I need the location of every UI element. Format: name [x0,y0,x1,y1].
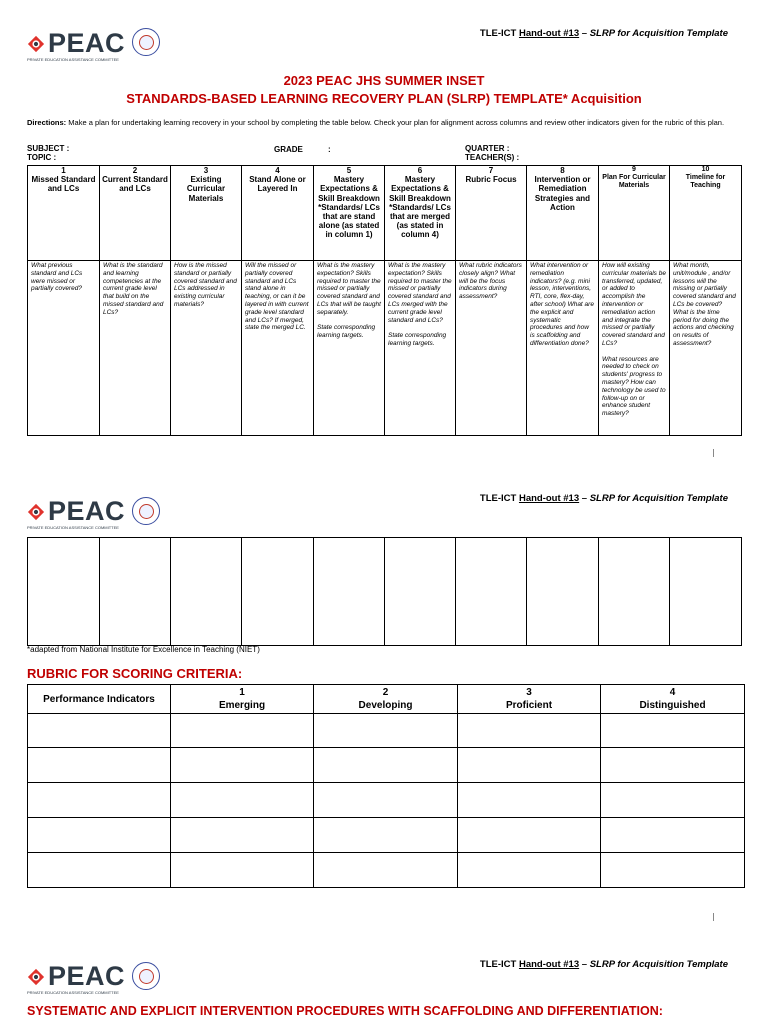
peac-logo [27,963,125,990]
rubric-row [28,853,745,888]
rubric-header: Performance Indicators [28,685,171,714]
subject-topic-labels [27,145,69,163]
rubric-table [27,684,745,888]
entry-cell[interactable] [171,538,242,646]
rubric-cell[interactable] [601,783,745,818]
entry-cell[interactable] [670,538,742,646]
entry-cell[interactable] [100,538,171,646]
rubric-row [28,783,745,818]
teacher-label: TEACHER(S) : [465,152,520,162]
rubric-cell[interactable] [601,748,745,783]
rubric-cell[interactable] [171,748,314,783]
column-header: 2 Current Standard and LCs [100,166,171,261]
footnote: *adapted from National Institute for Excellence in Teaching (NIET) [27,645,260,654]
column-header: 3 Existing Curricular Materials [171,166,242,261]
peac-logo-subtext: PRIVATE EDUCATION ASSISTANCE COMMITTEE [27,525,119,530]
peac-emblem-icon [27,968,45,986]
rubric-cell[interactable] [28,853,171,888]
column-header: 1 Missed Standard and LCs [28,166,100,261]
deped-seal-icon [132,962,160,990]
rubric-cell[interactable] [458,853,601,888]
grade-label: GRADE [274,145,303,154]
rubric-cell[interactable] [601,853,745,888]
guide-cell: What month, unit/module , and/or lessons will the missing or partially covered standard and LCs be covered? What is the time period for doing the actions and checking on results of assessment? [670,261,742,436]
rubric-cell[interactable] [28,818,171,853]
rubric-cell[interactable] [314,818,458,853]
column-header: 4 Stand Alone or Layered In [242,166,314,261]
section-title: SYSTEMATIC AND EXPLICIT INTERVENTION PROCEDURES WITH SCAFFOLDING AND DIFFERENTIATION: [27,1004,663,1018]
slrp-table [27,165,742,436]
page-subtitle: STANDARDS-BASED LEARNING RECOVERY PLAN (SLRP) TEMPLATE* Acquisition [126,91,642,106]
guide-cell: Will the missed or partially covered standard and LCs stand alone in teaching, or can it be layered in with current grade level standard and LCs? If merged, state the merged LC. [242,261,314,436]
peac-logo-text: PEAC [48,961,126,991]
rubric-cell[interactable] [458,818,601,853]
rubric-cell[interactable] [314,748,458,783]
rubric-cell[interactable] [458,714,601,748]
rubric-row [28,818,745,853]
entry-cell[interactable] [599,538,670,646]
page-title: 2023 PEAC JHS SUMMER INSET [283,73,485,88]
rubric-cell[interactable] [28,748,171,783]
guide-cell: What is the mastery expectation? Skills required to master the missed or partially covered standard and LCs merged with the current grade level standard and LCs? State corresponding learning targets. [385,261,456,436]
rubric-cell[interactable] [601,818,745,853]
rubric-header-row [28,685,745,714]
rubric-title: RUBRIC FOR SCORING CRITERIA: [27,666,243,681]
column-header: 8 Intervention or Remediation Strategies and Action [527,166,599,261]
column-header: 6 Mastery Expectations & Skill Breakdown *Standards/ LCs that are merged (as stated in column 4) [385,166,456,261]
rubric-cell[interactable] [28,783,171,818]
rubric-cell[interactable] [314,853,458,888]
handout-label: TLE-ICT Hand-out #13 – SLRP for Acquisition Template [479,28,728,39]
page-divider-mark [713,913,714,921]
column-header: 7 Rubric Focus [456,166,527,261]
slrp-header-row [28,166,742,261]
rubric-cell[interactable] [458,748,601,783]
deped-seal-icon [132,497,160,525]
guide-cell: What rubric indicators closely align? What will be the focus indicators during assessment? [456,261,527,436]
rubric-header: 3 Proficient [458,685,601,714]
slrp-guide-row [28,261,742,436]
rubric-cell[interactable] [458,783,601,818]
rubric-cell[interactable] [601,714,745,748]
topic-label: TOPIC : [27,152,57,162]
handout-label: TLE-ICT Hand-out #13 – SLRP for Acquisition Template [479,959,728,970]
quarter-label: QUARTER : [465,144,510,153]
column-header: 10 Timeline for Teaching [670,166,742,261]
guide-cell: How is the missed standard or partially covered standard and LCs addressed in existing curricular materials? [171,261,242,436]
subject-label: SUBJECT : [27,144,70,153]
entry-cell[interactable] [28,538,100,646]
guide-cell: What is the standard and learning competencies at the current grade level that build on the missed standard and LCs? [100,261,171,436]
deped-seal-icon [132,28,160,56]
guide-cell: What intervention or remediation indicators? (e.g. mini lesson, interventions, RTI, core, flex-day, after school) What are the explicit and systematic procedures and how is scaffolding and differentiation done? [527,261,599,436]
guide-cell: What is the mastery expectation? Skills required to master the missed or partially covered standard and LCs that will be taught separately. State corresponding learning targets. [314,261,385,436]
rubric-row [28,748,745,783]
rubric-cell[interactable] [171,714,314,748]
entry-cell[interactable] [242,538,314,646]
peac-logo-subtext: PRIVATE EDUCATION ASSISTANCE COMMITTEE [27,57,119,62]
rubric-cell[interactable] [171,853,314,888]
rubric-cell[interactable] [171,783,314,818]
peac-logo-text: PEAC [48,496,126,526]
peac-emblem-icon [27,35,45,53]
entry-cell[interactable] [314,538,385,646]
peac-logo-subtext: PRIVATE EDUCATION ASSISTANCE COMMITTEE [27,990,119,995]
page-divider-mark [713,449,714,457]
slrp-empty-row [28,538,742,646]
rubric-header: 2 Developing [314,685,458,714]
guide-cell: How will existing curricular materials be transferred, updated, or added to accomplish the intervention or remediation action and integrate the missed or partially covered standard and LCs? What resources are needed to check on students' progress to mastery? How can technology be used to follow-up on or enhance student mastery? [599,261,670,436]
entry-cell[interactable] [456,538,527,646]
rubric-cell[interactable] [28,714,171,748]
peac-logo [27,30,125,57]
column-header: 9 Plan For Curricular Materials [599,166,670,261]
rubric-cell[interactable] [314,714,458,748]
column-header: 5 Mastery Expectations & Skill Breakdown *Standards/ LCs that are stand alone (as stated in column 1) [314,166,385,261]
slrp-continuation-table [27,537,742,646]
quarter-teacher-labels [465,145,519,163]
guide-cell: What previous standard and LCs were missed or partially covered? [28,261,100,436]
directions: Directions: Make a plan for undertaking learning recovery in your school by completing the table below. Check your plan for alignment across columns and review other indicators given for the rubric of this plan. [27,118,725,127]
peac-emblem-icon [27,503,45,521]
peac-logo-text: PEAC [48,28,126,58]
entry-cell[interactable] [527,538,599,646]
rubric-header: 1 Emerging [171,685,314,714]
rubric-row [28,714,745,748]
handout-label: TLE-ICT Hand-out #13 – SLRP for Acquisition Template [479,493,728,504]
peac-logo [27,498,125,525]
rubric-cell[interactable] [314,783,458,818]
grade-colon: : [328,145,331,154]
entry-cell[interactable] [385,538,456,646]
rubric-header: 4 Distinguished [601,685,745,714]
rubric-cell[interactable] [171,818,314,853]
